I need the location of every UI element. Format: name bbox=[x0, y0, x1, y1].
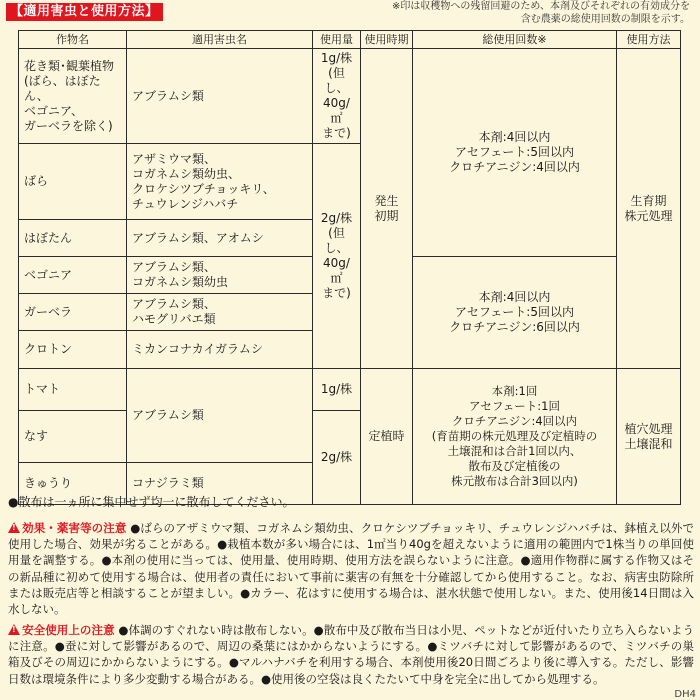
method-cell: 生育期 株元処理 bbox=[617, 49, 681, 369]
effects-label: 効果・薬害等の注意 bbox=[22, 521, 127, 535]
pest-cell: アザミウマ類、 コガネムシ類幼虫、 クロケシツブチョッキリ、 チュウレンジハバチ bbox=[127, 144, 313, 220]
warning-icon bbox=[8, 624, 20, 635]
amount-cell: 1g/株 (但し、 40g/㎡ まで) bbox=[313, 49, 361, 144]
crop-cell: はぼたん bbox=[19, 220, 127, 257]
timing-cell: 発生 初期 bbox=[361, 49, 413, 369]
table-row bbox=[19, 49, 681, 144]
pest-cell: アブラムシ類、アオムシ bbox=[127, 220, 313, 257]
pest-cell: アブラムシ類 bbox=[127, 369, 313, 463]
warning-icon bbox=[8, 522, 20, 533]
amount-cell: 2g/株 bbox=[313, 411, 361, 505]
product-code: DH4 bbox=[674, 689, 696, 700]
crop-cell: なす bbox=[19, 411, 127, 463]
header-pest: 適用害虫名 bbox=[127, 31, 313, 49]
pest-cell: アブラムシ類、 コガネムシ類幼虫 bbox=[127, 257, 313, 294]
count-cell: 本剤:1回 アセフェート:1回 クロチアニジン:4回以内 (育苗期の株元処理及び定植時の 土壌混和は合計1回以内、 散布及び定植後の 株元散布は合計3回以内) bbox=[413, 369, 617, 505]
crop-cell: ガーベラ bbox=[19, 294, 127, 331]
safety-section bbox=[8, 622, 694, 687]
effects-section bbox=[8, 520, 694, 617]
effects-text: ●ばらのアザミウマ類、コガネムシ類幼虫、クロケシツブチョッキリ、チュウレンジハバチは、鉢植え以外で使用した場合、効果が劣ることがある。●栽植本数が多い場合には、1㎡当り40gを超えないように適用の範囲内で1株当りの単回使用量を調整する。●本剤の使用に当っては、使用量、使用時期、使用方法を誤らないように注意。●適用作物群に属する作物又はその新品種に初めて使用する場合は、使用者の責任において事前に薬害の有無を十分確認してから使用すること。なお、病害虫防除所または販売店等と相談することが望ましい。●カラー、花はすに使用する場合は、湛水状態で使用しない。また、使用後14日間は入水しない。 bbox=[8, 521, 695, 617]
pest-cell: アブラムシ類 bbox=[127, 49, 313, 144]
count-cell: 本剤:4回以内 アセフェート:5回以内 クロチアニジン:6回以内 bbox=[413, 257, 617, 369]
spray-note: ●散布は一ヵ所に集中せず均一に散布してください。 bbox=[8, 495, 295, 509]
amount-cell: 1g/株 bbox=[313, 369, 361, 411]
table-header-row bbox=[19, 31, 681, 49]
safety-text: ●体調のすぐれない時は散布しない。●散布中及び散布当日は小児、ペットなどが近付いたり立ち入らないように注意。●蚕に対して影響があるので、周辺の桑葉にはかからないようにする。●ミツバチに対して影響があるので、ミツバチの巣箱及びその周辺にかからないようにする。●マルハナバチを利用する場合、本剤使用後20日間ごろより後に導入する。ただし、影響日数は環境条件により多少変動する場合がある。●使用後の空袋は良くたたいて中身を完全に出してから処理する。 bbox=[8, 623, 694, 686]
crop-cell: ばら bbox=[19, 144, 127, 220]
header-count: 総使用回数※ bbox=[413, 31, 617, 49]
crop-cell: ベゴニア bbox=[19, 257, 127, 294]
application-table bbox=[18, 30, 681, 505]
table-row bbox=[19, 369, 681, 411]
crop-cell: クロトン bbox=[19, 331, 127, 369]
restriction-note: ※印は収穫物への残留回避のため、本剤及びそれぞれの有効成分を含む農薬の総使用回数の制限を示す。 bbox=[392, 1, 690, 25]
count-cell: 本剤:4回以内 アセフェート:5回以内 クロチアニジン:4回以内 bbox=[413, 49, 617, 257]
pest-cell: ミカンコナカイガラムシ bbox=[127, 331, 313, 369]
safety-label: 安全使用上の注意 bbox=[22, 623, 115, 637]
crop-cell: きゅうり bbox=[19, 463, 127, 505]
pest-cell: アブラムシ類、 ハモグリバエ類 bbox=[127, 294, 313, 331]
method-cell: 植穴処理 土壌混和 bbox=[617, 369, 681, 505]
amount-cell: 2g/株 (但し、 40g/㎡ まで) bbox=[313, 144, 361, 369]
header-crop: 作物名 bbox=[19, 31, 127, 49]
header-timing: 使用時期 bbox=[361, 31, 413, 49]
crop-cell: 花き類･観葉植物 (ばら、はぼたん、 ベゴニア、 ガーベラを除く) bbox=[19, 49, 127, 144]
header-method: 使用方法 bbox=[617, 31, 681, 49]
crop-cell: トマト bbox=[19, 369, 127, 411]
pest-cell: コナジラミ類 bbox=[127, 463, 313, 505]
section-title: 【適用害虫と使用方法】 bbox=[6, 3, 163, 21]
header-amount: 使用量 bbox=[313, 31, 361, 49]
timing-cell: 定植時 bbox=[361, 369, 413, 505]
